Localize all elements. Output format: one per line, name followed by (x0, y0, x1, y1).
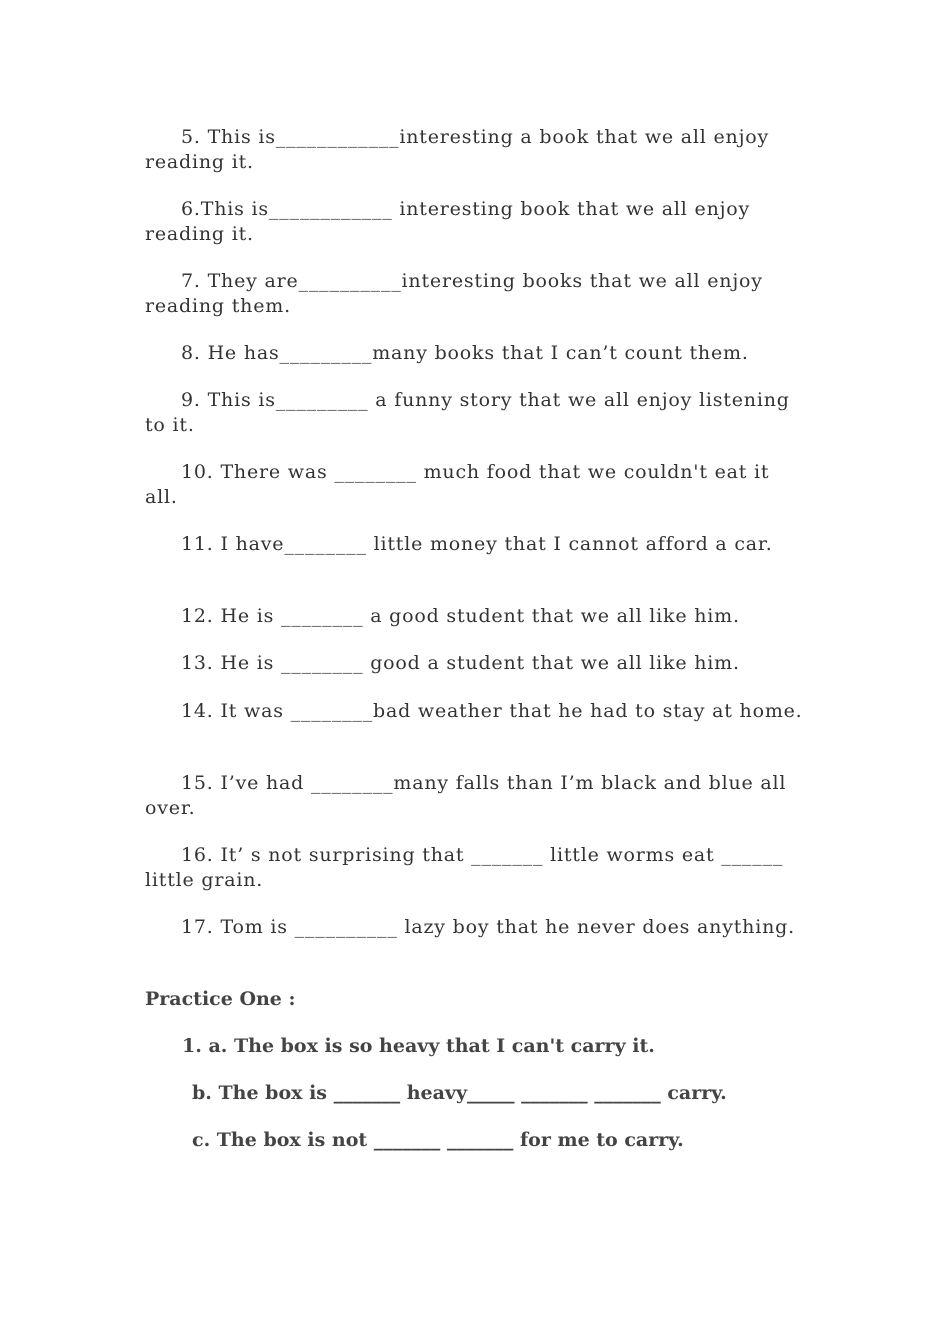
exercise-item-9: 9. This is_________ a funny story that we all enjoy listening to it. (145, 389, 797, 436)
practice-line-b: b. The box is _______ heavy_____ _______ _______ carry. (192, 1082, 727, 1104)
exercise-item-11: 11. I have________ little money that I cannot afford a car. (181, 533, 773, 555)
practice-line-a: 1. a. The box is so heavy that I can't carry it. (182, 1035, 655, 1057)
exercise-item-10: 10. There was ________ much food that we couldn't eat it all. (145, 461, 777, 508)
exercise-item-5: 5. This is____________interesting a book that we all enjoy reading it. (145, 126, 776, 173)
exercise-item-13: 13. He is ________ good a student that we all like him. (181, 652, 740, 674)
practice-line-c: c. The box is not _______ _______ for me to carry. (192, 1129, 684, 1151)
practice-heading: Practice One : (145, 988, 296, 1010)
exercise-item-6: 6.This is____________ interesting book that we all enjoy reading it. (145, 198, 757, 245)
exercise-item-15: 15. I’ve had ________many falls than I’m black and blue all over. (145, 772, 794, 819)
exercise-item-16: 16. It’ s not surprising that _______ little worms eat ______ little grain. (145, 844, 790, 891)
exercise-item-14: 14. It was ________bad weather that he had to stay at home. (181, 700, 803, 722)
exercise-item-12: 12. He is ________ a good student that we all like him. (181, 605, 740, 627)
exercise-item-8: 8. He has_________many books that I can’t count them. (181, 342, 749, 364)
exercise-item-17: 17. Tom is __________ lazy boy that he never does anything. (181, 916, 795, 938)
exercise-item-7: 7. They are__________interesting books that we all enjoy reading them. (145, 270, 770, 317)
